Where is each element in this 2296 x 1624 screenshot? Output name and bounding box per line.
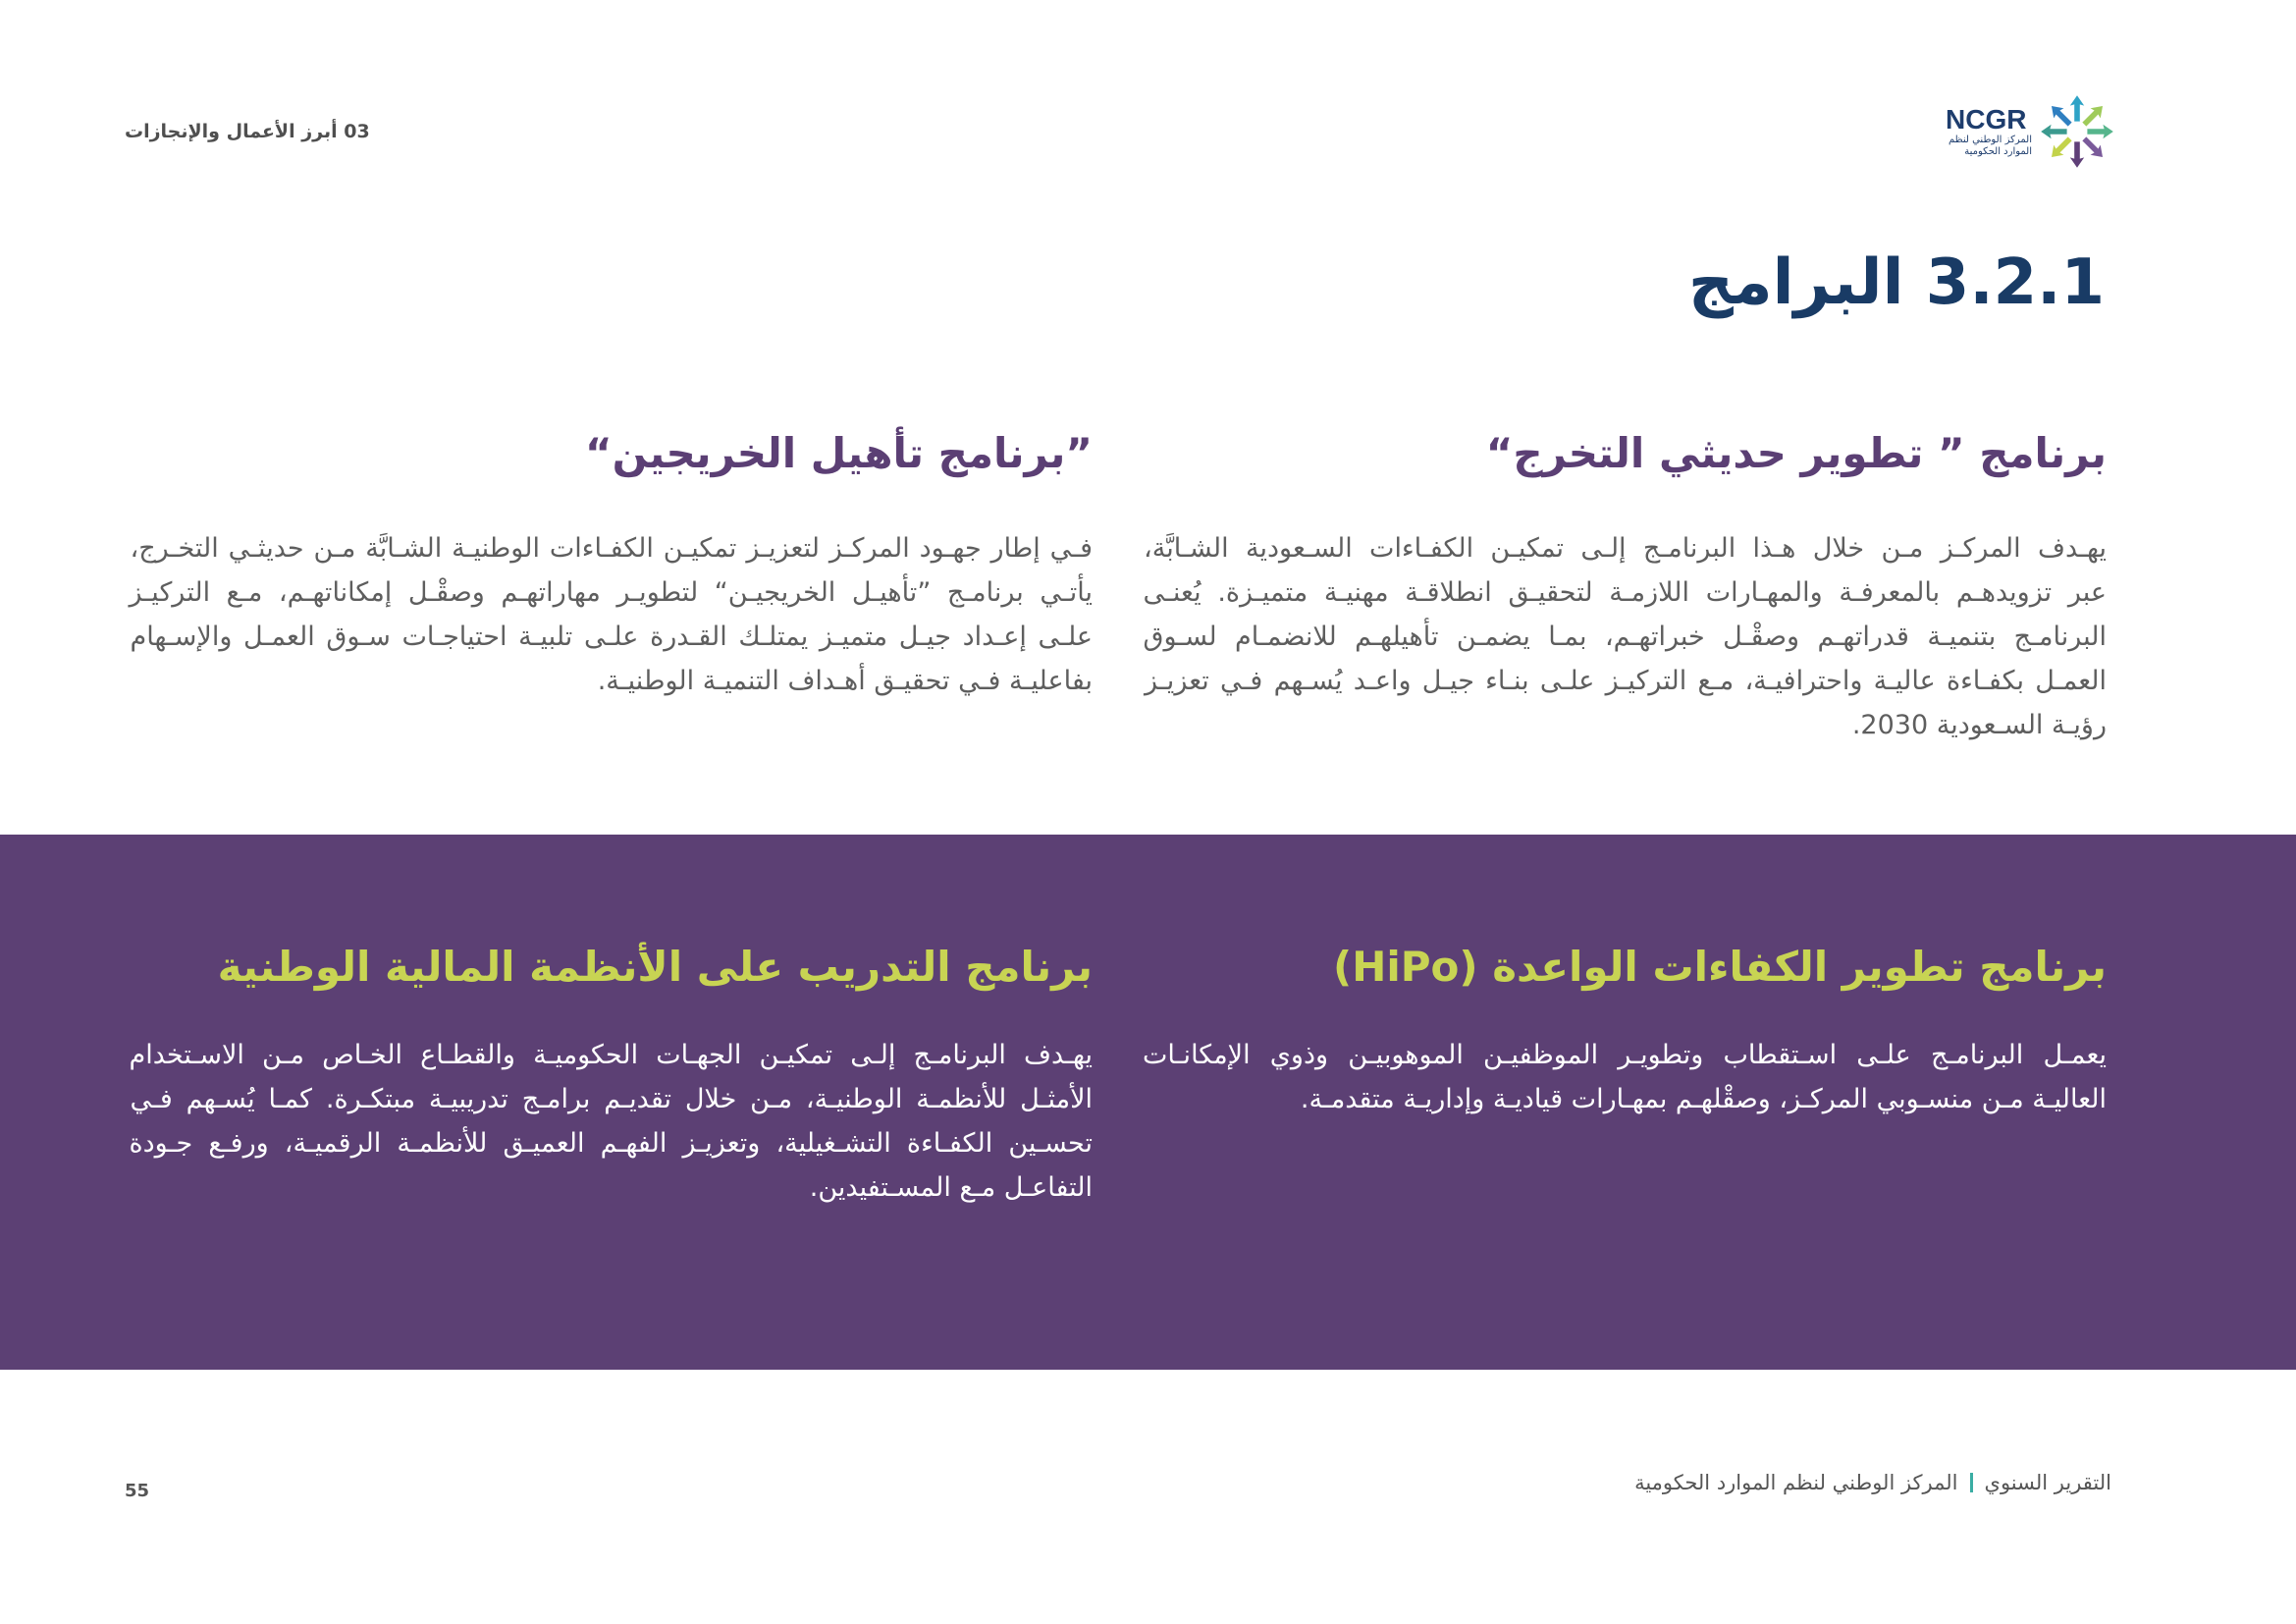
paragraph-line [125,659,1093,703]
logo-name-line-1: المركز الوطني لنظم [1949,135,2032,145]
paragraph-line [1139,570,2107,615]
paragraph-line [125,526,1093,570]
program-description-graduate-development [1139,526,2107,747]
program-title-hipo: برنامج تطوير الكفاءات الواعدة (HiPo) [1332,943,2107,991]
logo-petal [2087,125,2112,138]
logo-name-line-2: الموارد الحكومية [1964,146,2032,157]
paragraph-line [125,570,1093,615]
paragraph-line-text: فـي إطار جهـود المركـز لتعزيـز تمكيـن الكفـاءات الوطنيـة الشـابَّة مـن حديثـي التخـرج، [130,533,1093,564]
paragraph-line [1139,703,2107,747]
paragraph-line-text: الأمثـل للأنظمـة الوطنيـة، مـن خلال تقديـم برامـج تدريبيـة مبتكـرة. كمـا يُسـهم فـي [130,1084,1093,1114]
paragraph-line-text: يأتـي برنامـج ”تأهيـل الخريجيـن“ لتطويـر مهاراتهـم وصقْـل إمكاناتهـم، مـع التركيـز [129,577,1093,608]
program-title-graduate-qualification: ”برنامج تأهيل الخريجين“ [584,429,1093,477]
paragraph-line-text: البرنامـج بتنميـة قدراتهـم وصقْـل خبراتهـم، بمـا يضمـن تأهيلهـم للانضمـام لسـوق [1143,622,2107,652]
paragraph-line-text: رؤيـة السـعودية 2030. [1851,710,2107,740]
program-title-graduate-development: برنامج ” تطوير حديثي التخرج“ [1485,429,2107,477]
program-description-financial-systems-training [125,1033,1093,1210]
paragraph-line-text: عبر تزويدهـم بالمعرفـة والمهـارات اللازمـة لتحقيـق انطلاقـة مهنيـة متميـزة. يُعنـى [1143,577,2107,608]
paragraph-line [1139,526,2107,570]
paragraph-line-text: العاليـة مـن منسـوبي المركـز، وصقْلهـم بمهـارات قياديـة وإداريـة متقدمـة. [1300,1084,2107,1114]
footer-report-name: التقرير السنوي [1984,1471,2111,1494]
page-title: 3.2.1 البرامج [1687,246,2105,319]
paragraph-line [125,1077,1093,1121]
paragraph-line [1139,1033,2107,1077]
logo-petal [2041,125,2066,138]
paragraph-line-text: العمـل بكفـاءة عاليـة واحترافيـة، مـع التركيـز علـى بنـاء جيـل واعـد يُسـهم فـي تعزيـز [1145,666,2107,696]
ncgr-logo [1944,88,2118,177]
program-description-graduate-qualification [125,526,1093,703]
page-number: 55 [125,1481,150,1501]
program-title-financial-systems-training: برنامج التدريب على الأنظمة المالية الوطنية [217,943,1093,991]
paragraph-line [1139,659,2107,703]
paragraph-line-text: يهـدف المركـز مـن خلال هـذا البرنامـج إلـى تمكيـن الكفـاءات السـعودية الشـابَّة، [1144,533,2107,564]
paragraph-line [125,1033,1093,1077]
paragraph-line-text: يعمـل البرنامـج علـى اسـتقطاب وتطويـر الموظفيـن الموهوبيـن وذوي الإمكانـات [1143,1040,2107,1070]
logo-wordmark [1946,105,2032,158]
ncgr-star-icon [2038,88,2116,175]
logo-acronym: NCGR [1946,104,2027,135]
program-description-hipo [1139,1033,2107,1121]
paragraph-line-text: بفاعليـة فـي تحقيـق أهـداف التنميـة الوطنيـة. [597,666,1093,696]
logo-petal [2070,95,2084,121]
paragraph-line [1139,615,2107,659]
paragraph-line [125,1121,1093,1165]
paragraph-line [125,1165,1093,1210]
paragraph-line [1139,1077,2107,1121]
programs-band [0,835,2296,1370]
page-footer [1634,1468,2111,1497]
section-breadcrumb: 03 أبرز الأعمال والإنجازات [125,121,370,142]
paragraph-line-text: التفاعـل مـع المسـتفيدين. [809,1172,1093,1203]
paragraph-line [125,615,1093,659]
paragraph-line-text: يهـدف البرنامـج إلـى تمكيـن الجهـات الحكوميـة والقطـاع الخـاص مـن الاسـتخدام [129,1040,1093,1070]
logo-petal [2070,141,2084,167]
paragraph-line-text: تحسـين الكفـاءة التشـغيلية، وتعزيـز الفهـم العميـق للأنظمـة الرقميـة، ورفـع جـودة [129,1128,1093,1159]
footer-separator [1970,1473,1973,1492]
footer-org-name: المركز الوطني لنظم الموارد الحكومية [1634,1471,1958,1494]
paragraph-line-text: علـى إعـداد جيـل متميـز يمتلـك القـدرة علـى تلبيـة احتياجـات سـوق العمـل والإسـهام [130,622,1093,652]
